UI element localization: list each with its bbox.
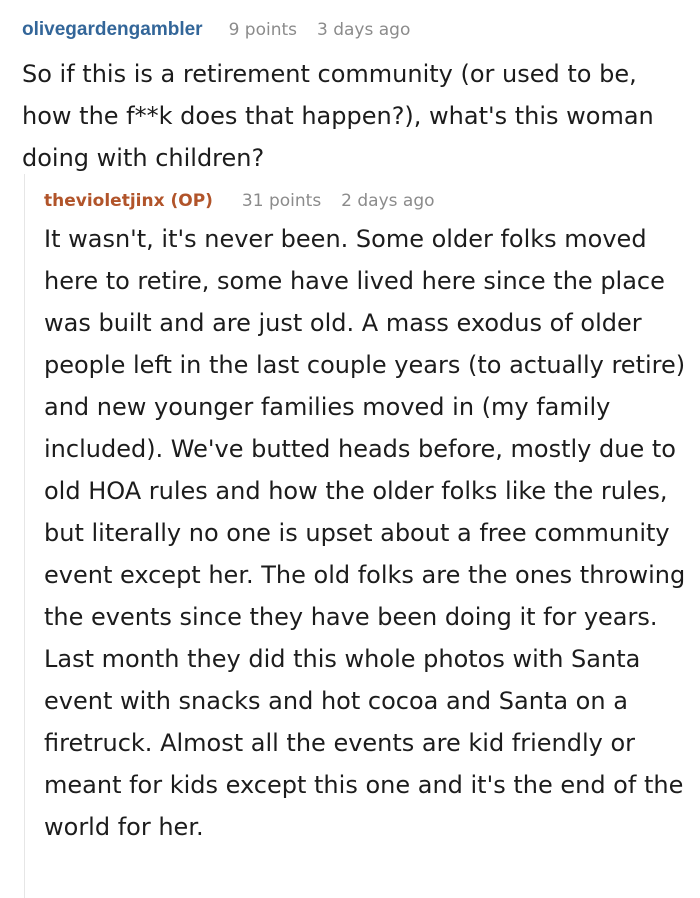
reply-comment [24, 174, 700, 898]
reply-points: 31 points [241, 191, 322, 211]
comment-points: 9 points [228, 20, 297, 40]
reply-timestamp: 2 days ago [341, 191, 435, 211]
parent-comment [22, 0, 692, 179]
comment-body: So if this is a retirement community (or used to be, how the f**k does that happen?), what's this woman doing with children? [22, 60, 654, 172]
reply-meta [44, 191, 700, 211]
comment-meta [22, 20, 692, 40]
reply-author-link[interactable]: thevioletjinx (OP) [44, 191, 213, 211]
comment-timestamp: 3 days ago [317, 20, 411, 40]
comment-author-link[interactable]: olivegardengambler [22, 19, 203, 40]
reply-body: It wasn't, it's never been. Some older folks moved here to retire, some have lived here since the place was built and are just old. A mass exodus of older people left in the last couple years (to actually retire) and new younger families moved in (my family included). We've butted heads before, mostly due to old HOA rules and how the older folks like the rules, but literally no one is upset about a free community event except her. The old folks are the ones throwing the events since they have been doing it for years. Last month they did this whole photos with Santa event with snacks and hot cocoa and Santa on a firetruck. Almost all the events are kid friendly or meant for kids except this one and it's the end of the world for her. [44, 225, 686, 841]
